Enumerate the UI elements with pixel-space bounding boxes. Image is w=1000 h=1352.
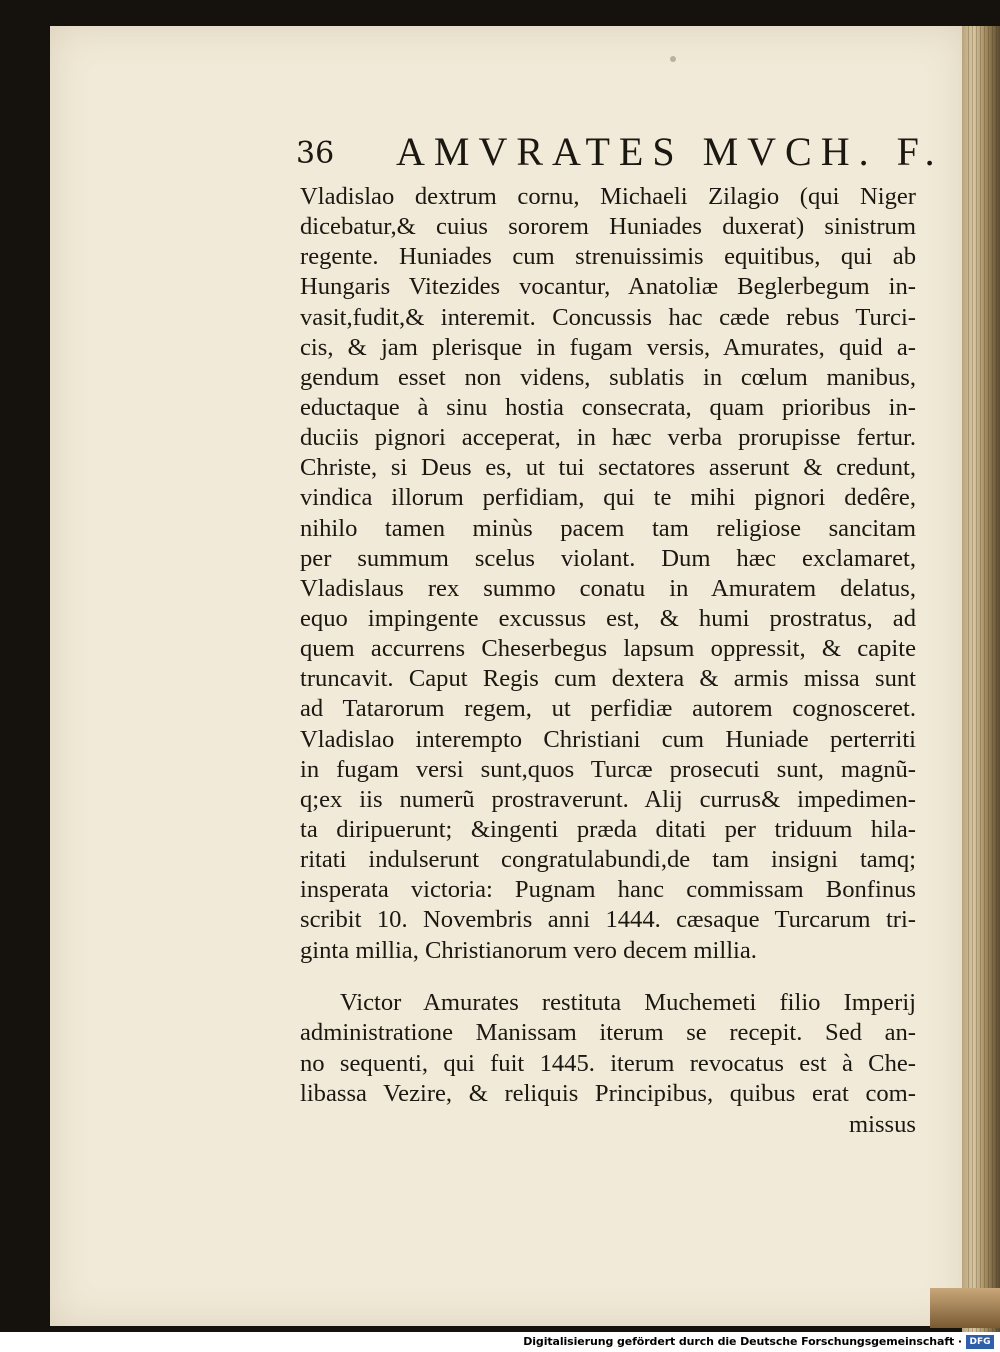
text-line: Christe, si Deus es, ut tui sectatores asserunt & credunt,: [300, 454, 916, 482]
page-edge-stripes: [968, 26, 1000, 1332]
text-line: ad Tatarorum regem, ut perfidiæ autorem cognosceret.: [300, 695, 916, 723]
text-line: vindica illorum perfidiam, qui te mihi pignori dedêre,: [300, 484, 916, 512]
text-line: ginta millia, Christianorum vero decem millia.: [300, 936, 757, 964]
footer-bar: [0, 1332, 1000, 1352]
text-line: Vladislao interempto Christiani cum Huniade perterriti: [300, 725, 916, 753]
text-line: ritati indulserunt congratulabundi,de tam insigni tamq;: [300, 846, 916, 874]
text-line: duciis pignori acceperat, in hæc verba prorupisse fertur.: [300, 424, 916, 452]
text-line: q;ex iis numerũ prostraverunt. Alij currus& impedimen-: [300, 785, 916, 813]
text-line: regente. Huniades cum strenuissimis equitibus, qui ab: [300, 243, 916, 271]
running-head: AMVRATES MVCH. F.: [396, 129, 944, 174]
text-line: dicebatur,& cuius sororem Huniades duxerat) sinistrum: [300, 213, 916, 241]
paragraph-2: [300, 988, 916, 1140]
text-line: administratione Manissam iterum se recepit. Sed an-: [300, 1019, 916, 1047]
text-line: in fugam versi sunt,quos Turcæ prosecuti sunt, magnũ-: [300, 755, 916, 783]
footer-credit: Digitalisierung gefördert durch die Deutsche Forschungsgemeinschaft ·: [523, 1335, 962, 1348]
dfg-logo: DFG: [966, 1335, 994, 1349]
text-line: missus: [849, 1110, 916, 1138]
bottom-corner-edge: [930, 1288, 1000, 1328]
text-line: gendum esset non videns, sublatis in cœlum manibus,: [300, 363, 916, 391]
text-line: nihilo tamen minùs pacem tam religiose sancitam: [300, 514, 916, 542]
page-header: [296, 128, 944, 178]
text-line: ta diripuerunt; &ingenti præda ditati per triduum hila-: [300, 815, 916, 843]
text-line: vasit,fudit,& interemit. Concussis hac cæde rebus Turci-: [300, 303, 916, 331]
text-line: Hungaris Vitezides vocantur, Anatoliæ Beglerbegum in-: [300, 273, 916, 301]
text-line: equo impingente excussus est, & humi prostratus, ad: [300, 604, 916, 632]
text-line: cis, & jam plerisque in fugam versis, Amurates, quid a-: [300, 333, 916, 361]
paragraph-1: [300, 182, 916, 966]
text-line: Victor Amurates restituta Muchemeti filio Imperij: [340, 989, 916, 1016]
text-line: libassa Vezire, & reliquis Principibus, quibus erat com-: [300, 1080, 916, 1108]
text-line: insperata victoria: Pugnam hanc commissam Bonfinus: [300, 876, 916, 904]
text-line: Vladislao dextrum cornu, Michaeli Zilagio (qui Niger: [300, 183, 916, 210]
text-line: eductaque à sinu hostia consecrata, quam prioribus in-: [300, 393, 916, 421]
text-line: per summum scelus violant. Dum hæc exclamaret,: [300, 544, 916, 572]
text-line: quem accurrens Cheserbegus lapsum oppressit, & capite: [300, 635, 916, 663]
text-line: scribit 10. Novembris anni 1444. cæsaque Turcarum tri-: [300, 906, 916, 934]
text-line: truncavit. Caput Regis cum dextera & armis missa sunt: [300, 665, 916, 693]
page-number: 36: [296, 136, 335, 171]
paper-stain: [670, 56, 676, 62]
text-line: no sequenti, qui fuit 1445. iterum revocatus est à Che-: [300, 1049, 916, 1077]
text-line: Vladislaus rex summo conatu in Amuratem delatus,: [300, 574, 916, 602]
